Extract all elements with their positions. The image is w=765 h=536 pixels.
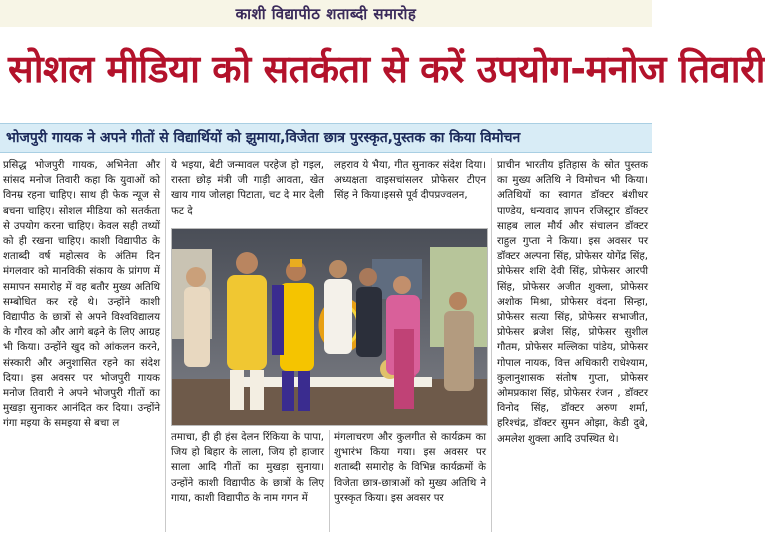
- article-column-4: [497, 158, 648, 534]
- event-photo: [171, 228, 488, 426]
- headline: सोशल मीडिया को सतर्कता से करें उपयोग-मनोज तिवारी: [8, 47, 765, 91]
- column-divider: [165, 158, 166, 532]
- column-2-top-text: ये भइया, बेटी जन्मावल परहेज हो गइल, रास्ता छोड़ मंत्री जी गाड़ी आवता, खेत खाय गाय जोलहा पिटाता, चट दे मार देली फट दे: [171, 160, 324, 217]
- article-column-3-top: [334, 158, 486, 224]
- column-4-text: प्राचीन भारतीय इतिहास के स्रोत पुस्तक का मुख्य अतिथि ने विमोचन भी किया। अतिथियों का स्वागत डॉक्टर बंशीधर पाण्डेय, धन्यवाद ज्ञापन रजिस्ट्रार डॉक्टर साहब लाल मौर्य और संचालन डॉक्टर राहुल गुप्ता ने किया। इस अवसर पर डॉक्टर अल्पना सिंह, प्रोफेसर योगेंद्र सिंह, प्रोफेसर शशि देवी सिंह, प्रोफेसर आरपी सिंह, प्रोफेसर अजीत शुक्ला, प्रोफेसर अशोक मिश्रा, प्रोफेसर वंदना सिन्हा, प्रोफेसर सत्या सिंह, प्रोफेसर सभाजीत, प्रोफेसर ब्रजेश सिंह, प्रोफेसर सुशील गौतम, प्रोफेसर मल्लिका पांडेय, प्रोफेसर गोपाल नायक, वित्त अधिकारी राधेश्याम, कुलानुशासक संतोष गुप्ता, प्रोफेसर ओमप्रकाश सिंह, प्रोफेसर रंजन , डॉक्टर विनोद सिंह, डॉक्टर अरुण शर्मा, हरिश्चंद्र, डॉक्टर सुमन ओझा, केडी दुबे, अमलेश शुक्ला आदि उपस्थित थे।: [497, 160, 648, 445]
- subheadline: भोजपुरी गायक ने अपने गीतों से विद्यार्थियों को झुमाया,विजेता छात्र पुरस्कृत,पुस्तक का किया विमोचन: [6, 130, 521, 146]
- column-divider: [329, 430, 330, 532]
- article-column-1: [3, 158, 160, 534]
- article-column-2-top: [171, 158, 324, 224]
- photo-illustration: [172, 229, 487, 425]
- column-3-top-text: लहराव ये भैया, गीत सुनाकर संदेश दिया। अध्यक्षता वाइसचांसलर प्रोफेसर टीएन सिंह ने किया।इससे पूर्व दीपप्रज्वलन,: [334, 160, 486, 202]
- column-1-text: प्रसिद्ध भोजपुरी गायक, अभिनेता और सांसद मनोज तिवारी कहा कि युवाओं को विनम्र रहना चाहिए। साथ ही फेक न्यूज से बचना चाहिए। सोशल मीडिया को सतर्कता से उपयोग करना चाहिए। केवल सही तथ्यों को ही रखना चाहिए। काशी विद्यापीठ के शताब्दी वर्ष महोत्सव के अंतिम दिन मंगलवार को मानविकी संकाय के प्रांगण में समापन समारोह में वह बतौर मुख्य अतिथि सम्बोधित कर रहे थे। उन्होंने काशी विद्यापीठ के छात्रों से अपने विश्वविद्यालय के गौरव को और आगे बढ़ने के लिए आग्रह भी किया। उन्होंने खुद को आंकलन करने, संस्कारी और अनुशासित रहने का संदेश दिया। इस अवसर पर भोजपुरी गायक मनोज तिवारी ने अपने भोजपुरी गीतों का मुखड़ा सुनाकर आनंदित कर दिया। उन्होंने गंगा मइया के समइया से बचा ल: [3, 160, 160, 430]
- section-kicker: काशी विद्यापीठ शताब्दी समारोह: [235, 5, 417, 23]
- column-divider: [491, 158, 492, 532]
- article-column-2-bottom: [171, 430, 324, 534]
- column-2-bottom-text: तमाचा, ही ही हंस देलन रिंकिया के पापा, जिय हो बिहार के लाला, जिय हो हाजार साला आदि गीतों का मुखड़ा सुनाया। उन्होंने काशी विद्यापीठ के छात्रों के लिए गाया, काशी विद्यापीठ के नाम गगन में: [171, 432, 324, 504]
- article-column-3-bottom: [334, 430, 486, 534]
- column-3-bottom-text: मंगलाचरण और कुलगीत से कार्यक्रम का शुभारंभ किया गया। इस अवसर पर शताब्दी समारोह के विभिन्न कार्यक्रमों के विजेता छात्र-छात्राओं को मुख्य अतिथि ने पुरस्कृत किया। इस अवसर पर: [334, 432, 486, 504]
